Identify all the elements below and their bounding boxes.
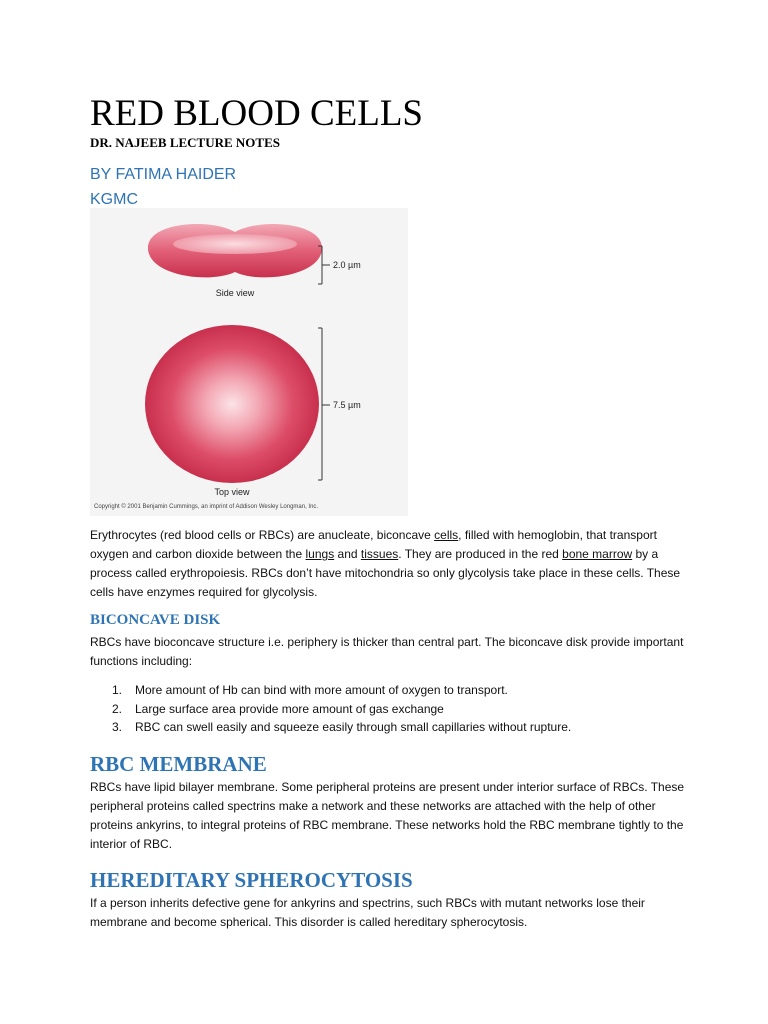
document-subtitle: DR. NAJEEB LECTURE NOTES (90, 135, 280, 150)
link-bone-marrow[interactable]: bone marrow (562, 547, 633, 561)
side-view-label: Side view (215, 288, 255, 298)
biconcave-paragraph: RBCs have bioconcave structure i.e. periphery is thicker than central part. The biconcave disk provide important functions including: (90, 635, 684, 668)
top-view-cell (145, 325, 319, 483)
author-line: BY FATIMA HAIDER (90, 166, 237, 183)
spherocytosis-heading: HEREDITARY SPHEROCYTOSIS (90, 868, 413, 892)
institution-line: KGMC (90, 191, 138, 208)
figure-copyright: Copyright © 2001 Benjamin Cummings, an imprint of Addison Wesley Longman, Inc. (94, 504, 319, 510)
list-item (90, 700, 690, 719)
intro-text-1: Erythrocytes (red blood cells or RBCs) are anucleate, biconcave (90, 528, 435, 542)
list-item-number: 1. (112, 683, 123, 697)
spherocytosis-paragraph: If a person inherits defective gene for ankyrins and spectrins, such RBCs with mutant networks lose their membrane and become spherical. This disorder is called hereditary spherocytosis. (90, 896, 645, 929)
biconcave-function-list (90, 681, 690, 737)
intro-text-2: , filled with hemoglobin, that transport oxygen and carbon dioxide between the (90, 528, 657, 561)
side-view-cell (148, 224, 322, 277)
top-view-label: Top view (214, 487, 250, 497)
side-measure-label: 2.0 µm (333, 260, 361, 270)
document-title: RED BLOOD CELLS (90, 93, 423, 134)
intro-text-3: and (334, 547, 361, 561)
intro-text-5: by a process called erythropoiesis. RBCs don’t have mitochondria so only glycolysis take place in these cells. These cells have enzymes required for glycolysis. (90, 547, 681, 599)
membrane-paragraph: RBCs have lipid bilayer membrane. Some peripheral proteins are present under interior surface of RBCs. These peripheral proteins called spectrins make a network and these networks are attached with the help of other proteins ankyrins, to integral proteins of RBC membrane. These networks hold the RBC membrane tightly to the interior of RBC. (90, 780, 685, 851)
biconcave-heading: BICONCAVE DISK (90, 612, 221, 628)
list-item-number: 3. (112, 720, 123, 734)
top-measure-label: 7.5 µm (333, 400, 361, 410)
rbc-figure (90, 208, 408, 516)
intro-paragraph (90, 526, 690, 602)
link-tissues[interactable]: tissues (360, 547, 399, 561)
list-item (90, 718, 690, 737)
list-item-number: 2. (112, 701, 123, 716)
membrane-heading: RBC MEMBRANE (90, 752, 267, 776)
list-item-text: RBC can swell easily and squeeze easily through small capillaries without rupture. (135, 720, 572, 734)
link-cells[interactable]: cells (434, 528, 459, 542)
link-lungs[interactable]: lungs (305, 547, 335, 561)
top-measure-bracket (318, 328, 330, 480)
rbc-illustration (90, 208, 408, 516)
intro-text-4: . They are produced in the red (398, 547, 563, 561)
list-item (90, 681, 690, 700)
list-item-text: More amount of Hb can bind with more amount of oxygen to transport. (135, 683, 508, 697)
list-item-text: Large surface area provide more amount of gas exchange (135, 701, 444, 716)
